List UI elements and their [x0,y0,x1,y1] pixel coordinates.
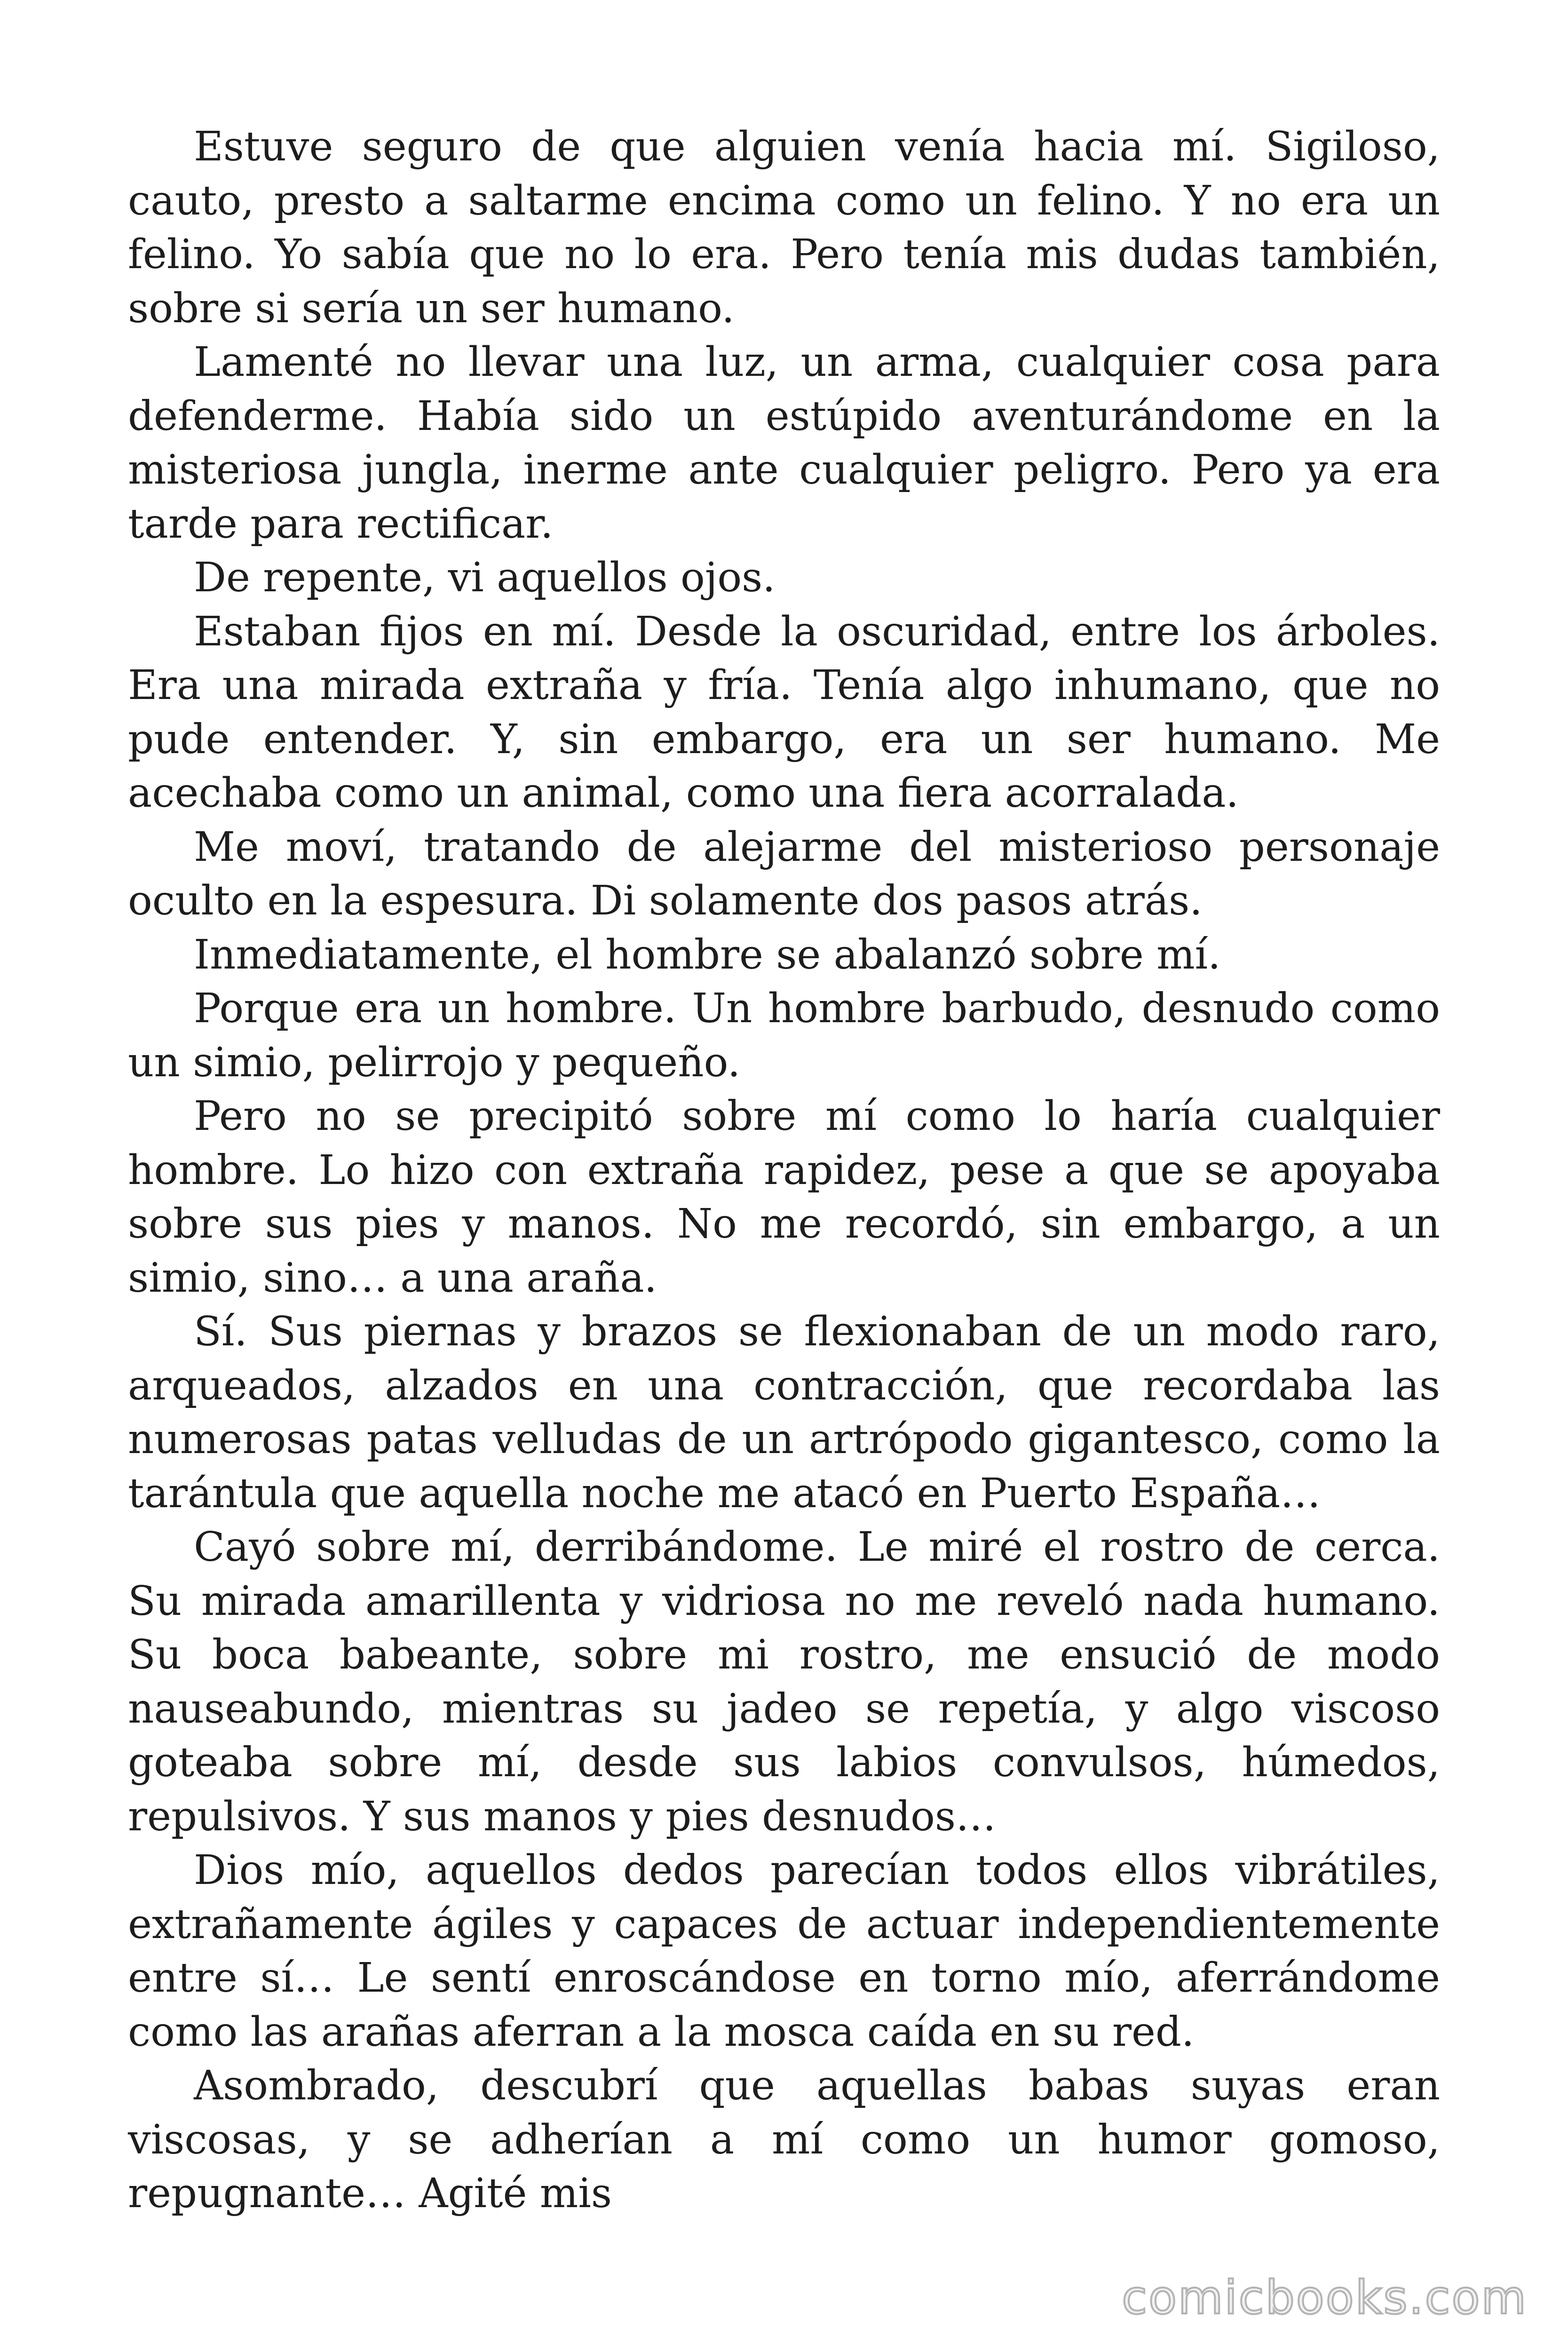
paragraph-8: Pero no se precipitó sobre mí como lo haría cualquier hombre. Lo hizo con extraña rapidez, pese a que se apoyaba sobre sus pies y manos. No me recordó, sin embargo, a un simio, sino… a una araña. [128,1093,1440,1302]
paragraph-11: Dios mío, aquellos dedos parecían todos ellos vibrátiles, extrañamente ágiles y capaces de actuar independientemente entre sí… Le sentí enroscándose en torno mío, aferrándome como las arañas aferran a la mosca caída en su red. [128,1847,1440,2056]
paragraph-1: Estuve seguro de que alguien venía hacia mí. Sigiloso, cauto, presto a saltarme encima como un felino. Y no era un felino. Yo sabía que no lo era. Pero tenía mis dudas también, sobre si sería un ser humano. [128,123,1440,332]
paragraph-5: Me moví, tratando de alejarme del misterioso personaje oculto en la espesura. Di solamente dos pasos atrás. [128,823,1440,924]
paragraph-7: Porque era un hombre. Un hombre barbudo, desnudo como un simio, pelirrojo y pequeño. [128,985,1440,1086]
paragraph-9: Sí. Sus piernas y brazos se flexionaban de un modo raro, arqueados, alzados en una contracción, que recordaba las numerosas patas velludas de un artrópodo gigantesco, como la tarántula que aquella noche me atacó en Puerto España… [128,1308,1440,1517]
text-body [128,120,1440,2221]
paragraph-4: Estaban fijos en mí. Desde la oscuridad, entre los árboles. Era una mirada extraña y fría. Tenía algo inhumano, que no pude entender. Y, sin embargo, era un ser humano. Me acechaba como un animal, como una fiera acorralada. [128,608,1440,817]
paragraph-12: Asombrado, descubrí que aquellas babas suyas eran viscosas, y se adherían a mí como un humor gomoso, repugnante… Agité mis [128,2062,1440,2217]
paragraph-10: Cayó sobre mí, derribándome. Le miré el rostro de cerca. Su mirada amarillenta y vidriosa no me reveló nada humano. Su boca babeante, sobre mi rostro, me ensució de modo nauseabundo, mientras su jadeo se repetía, y algo viscoso goteaba sobre mí, desde sus labios convulsos, húmedos, repulsivos. Y sus manos y pies desnudos… [128,1524,1440,1840]
paragraph-6: Inmediatamente, el hombre se abalanzó sobre mí. [194,931,1221,978]
paragraph-3: De repente, vi aquellos ojos. [194,554,776,601]
watermark: comicbooks.com [1122,2271,1528,2325]
paragraph-2: Lamenté no llevar una luz, un arma, cualquier cosa para defenderme. Había sido un estúpido aventurándome en la misteriosa jungla, inerme ante cualquier peligro. Pero ya era tarde para rectificar. [128,339,1440,548]
